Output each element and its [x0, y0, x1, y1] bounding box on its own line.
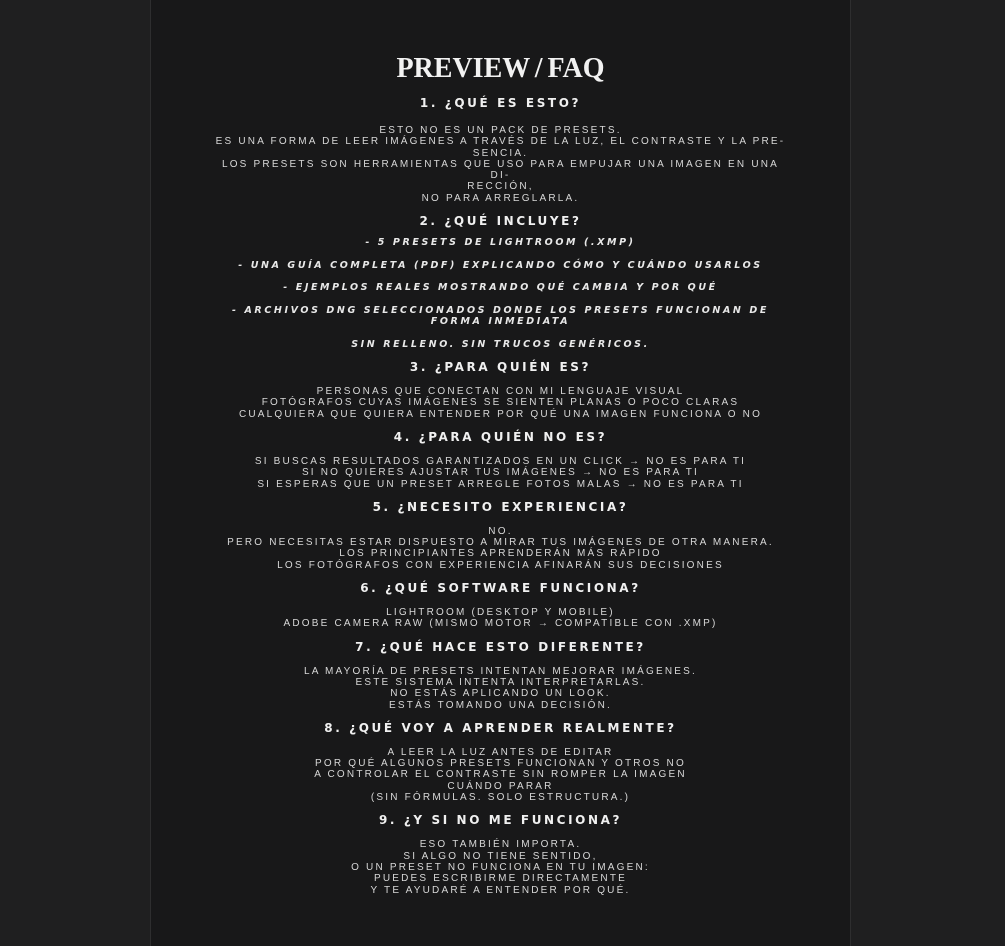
document-page: [150, 0, 851, 946]
answer-line: SI ESPERAS QUE UN PRESET ARREGLE FOTOS MALAS → NO ES PARA TI: [257, 478, 744, 490]
answer-line: LOS PRINCIPIANTES APRENDERÁN MÁS RÁPIDO: [339, 548, 662, 560]
answer-line: CUÁNDO PARAR: [447, 780, 554, 792]
faq-content: [151, 52, 850, 896]
includes-item: - 5 PRESETS DE LIGHTROOM (.XMP): [365, 237, 636, 249]
answer-line: SI BUSCAS RESULTADOS GARANTIZADOS EN UN CLICK → NO ES PARA TI: [254, 455, 747, 467]
faq-answer-7: [211, 666, 791, 711]
answer-line: PUEDES ESCRIBIRME DIRECTAMENTE: [373, 873, 628, 885]
answer-line: ESO TAMBIÉN IMPORTA.: [419, 839, 582, 851]
answer-line: A CONTROLAR EL CONTRASTE SIN ROMPER LA IMAGEN: [314, 769, 687, 781]
includes-closing: SIN RELLENO. SIN TRUCOS GENÉRICOS.: [351, 338, 650, 350]
answer-line: RECCIÓN,: [467, 181, 534, 193]
includes-item: - UNA GUÍA COMPLETA (PDF) EXPLICANDO CÓMO Y CUÁNDO USARLOS: [238, 259, 763, 271]
faq-question-5: 5. ¿NECESITO EXPERIENCIA?: [372, 499, 629, 514]
answer-line: POR QUÉ ALGUNOS PRESETS FUNCIONAN Y OTROS NO: [315, 758, 686, 770]
faq-question-9: 9. ¿Y SI NO ME FUNCIONA?: [378, 813, 623, 828]
answer-line: LOS FOTÓGRAFOS CON EXPERIENCIA AFINARÁN SUS DECISIONES: [277, 559, 724, 571]
answer-line: (SIN FÓRMULAS. SOLO ESTRUCTURA.): [370, 792, 631, 804]
includes-item: - EJEMPLOS REALES MOSTRANDO QUÉ CAMBIA Y POR QUÉ: [283, 282, 718, 294]
answer-line: CUALQUIERA QUE QUIERA ENTENDER POR QUÉ UNA IMAGEN FUNCIONA O NO: [238, 408, 763, 420]
answer-line: NO ESTÁS APLICANDO UN LOOK.: [390, 688, 611, 700]
answer-line: A LEER LA LUZ ANTES DE EDITAR: [387, 746, 614, 758]
answer-line: ESTÁS TOMANDO UNA DECISIÓN.: [389, 699, 612, 711]
answer-line: SI ALGO NO TIENE SENTIDO,: [403, 850, 598, 862]
answer-line: LA MAYORÍA DE PRESETS INTENTAN MEJORAR IMÁGENES.: [303, 665, 698, 677]
faq-answer-4: [211, 456, 791, 490]
faq-question-8: 8. ¿QUÉ VOY A APRENDER REALMENTE?: [324, 720, 677, 735]
faq-answer-9: [211, 839, 791, 895]
answer-line: NO.: [488, 525, 513, 537]
faq-answer-5: [211, 526, 791, 571]
faq-question-3: 3. ¿PARA QUIÉN ES?: [409, 360, 592, 375]
answer-line: O UN PRESET NO FUNCIONA EN TU IMAGEN:: [351, 861, 650, 873]
answer-line: LOS PRESETS SON HERRAMIENTAS QUE USO PARA EMPUJAR UNA IMAGEN EN UNA DI-: [221, 158, 780, 182]
answer-line: FOTÓGRAFOS CUYAS IMÁGENES SE SIENTEN PLANAS O POCO CLARAS: [261, 397, 740, 409]
answer-line: ADOBE CAMERA RAW (MISMO MOTOR → COMPATIBLE CON .XMP): [283, 618, 718, 630]
faq-question-4: 4. ¿PARA QUIÉN NO ES?: [393, 429, 608, 444]
faq-question-6: 6. ¿QUÉ SOFTWARE FUNCIONA?: [360, 581, 641, 596]
answer-line: SI NO QUIERES AJUSTAR TUS IMÁGENES → NO ES PARA TI: [301, 467, 700, 479]
answer-line: ESTE SISTEMA INTENTA INTERPRETARLAS.: [355, 676, 646, 688]
answer-line: ESTO NO ES UN PACK DE PRESETS.: [379, 125, 622, 136]
faq-answer-1: [211, 125, 791, 204]
faq-question-1: 1. ¿QUÉ ES ESTO?: [419, 96, 582, 110]
faq-answer-6: [211, 607, 791, 630]
answer-line: ES UNA FORMA DE LEER IMÁGENES A TRAVÉS DE LA LUZ, EL CONTRASTE Y LA PRE-: [215, 136, 786, 148]
faq-answer-3: [211, 386, 791, 420]
faq-answer-8: [211, 747, 791, 803]
faq-question-7: 7. ¿QUÉ HACE ESTO DIFERENTE?: [355, 639, 646, 654]
answer-line: SENCIA.: [472, 147, 529, 159]
page-title: PREVIEW / FAQ: [396, 53, 605, 84]
answer-line: PERSONAS QUE CONECTAN CON MI LENGUAJE VISUAL: [316, 386, 685, 398]
answer-line: LIGHTROOM (DESKTOP Y MOBILE): [386, 607, 615, 619]
faq-question-2: 2. ¿QUÉ INCLUYE?: [419, 214, 582, 229]
answer-line: PERO NECESITAS ESTAR DISPUESTO A MIRAR TUS IMÁGENES DE OTRA MANERA.: [227, 537, 774, 549]
answer-line: Y TE AYUDARÉ A ENTENDER POR QUÉ.: [370, 884, 631, 896]
includes-item: - ARCHIVOS DNG SELECCIONADOS DONDE LOS PRESETS FUNCIONAN DE FORMA INMEDIATA: [232, 304, 769, 328]
answer-line: NO PARA ARREGLARLA.: [421, 192, 580, 204]
